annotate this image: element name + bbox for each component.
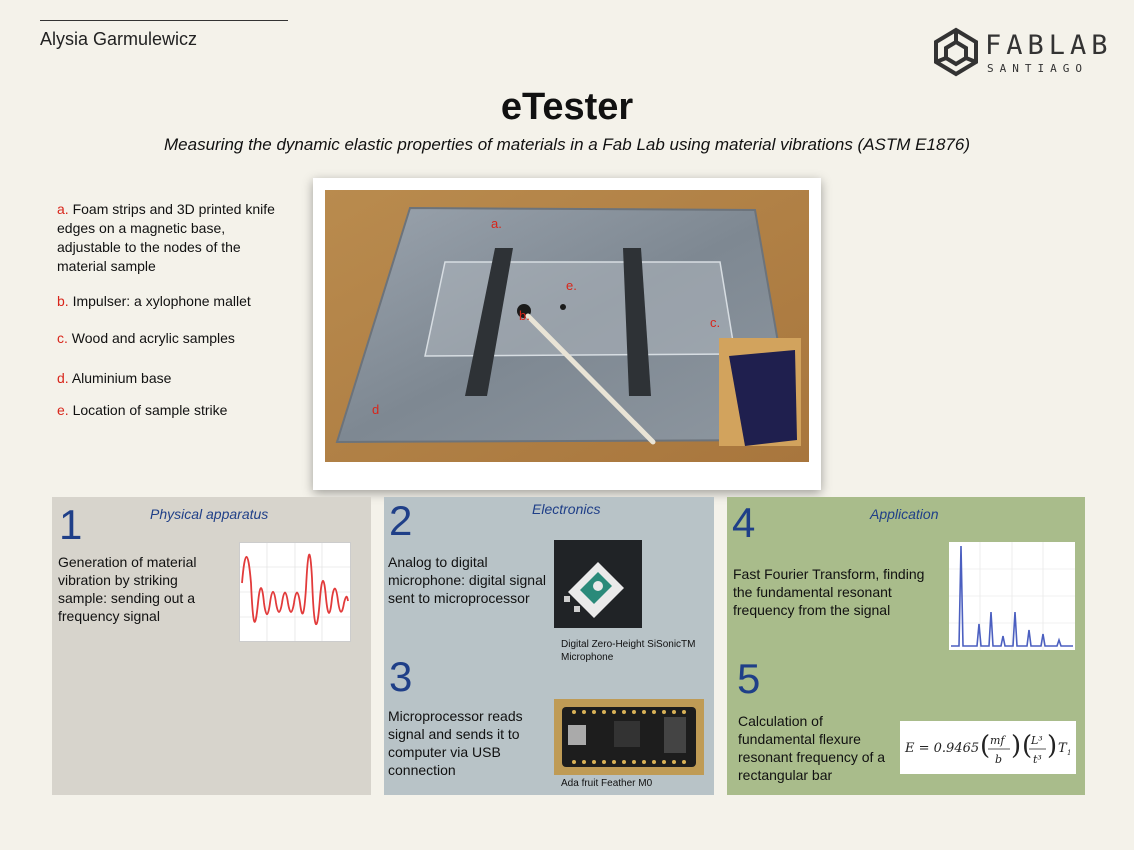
photo-label-b: b. [519, 308, 530, 323]
feather-caption: Ada fruit Feather M0 [561, 778, 653, 789]
legend-item-e [57, 401, 282, 420]
legend-text: Aluminium base [71, 370, 172, 386]
svg-text:(: ( [1022, 731, 1033, 761]
svg-text:(: ( [980, 731, 991, 761]
author-name: Alysia Garmulewicz [40, 29, 198, 49]
step-5-text: Calculation of fundamental flexure resonant frequency of a rectangular bar [738, 713, 886, 783]
panel-electronics [384, 497, 714, 795]
photo-label-d: d [372, 402, 380, 417]
apparatus-photo [325, 190, 809, 462]
panel-physical-apparatus [52, 497, 371, 795]
header-rule [40, 20, 288, 21]
panel-title-electronics: Electronics [532, 501, 601, 517]
step-number-2: 2 [389, 497, 413, 544]
step-number-3: 3 [389, 653, 413, 700]
step-3-text: Microprocessor reads signal and sends it to computer via USB connection [388, 708, 523, 778]
svg-text:E = 0.9465: E = 0.9465 [905, 741, 980, 756]
microphone-caption: Digital Zero-Height SiSonicTM Microphone [561, 639, 696, 663]
apparatus-photo-frame [313, 178, 821, 490]
step-number-1: 1 [59, 501, 83, 548]
step-1-text: Generation of material vibration by striking sample: sending out a frequency signal [58, 554, 197, 624]
legend-item-a [57, 200, 282, 276]
legend-text: Foam strips and 3D printed knife edges on a magnetic base, adjustable to the nodes of the material sample [57, 201, 275, 274]
fablab-cube-logo-icon [930, 22, 982, 82]
legend-key: c. [57, 330, 68, 346]
svg-text:): ) [1011, 731, 1022, 761]
legend-key: b. [57, 293, 69, 309]
svg-text:): ) [1047, 731, 1058, 761]
legend-item-c [57, 329, 282, 348]
step-number-5: 5 [737, 655, 761, 702]
legend-text: Impulser: a xylophone mallet [72, 293, 251, 309]
step-2-text: Analog to digital microphone: digital signal sent to microprocessor [388, 554, 546, 606]
page-title: eTester [500, 86, 634, 128]
flexure-equation [900, 721, 1076, 774]
microphone-photo [554, 540, 642, 628]
svg-text:L³: L³ [1031, 734, 1043, 747]
svg-text:1: 1 [1067, 749, 1072, 757]
legend-key: e. [57, 402, 69, 418]
photo-label-e: e. [566, 278, 577, 293]
signal-wave-plot [239, 542, 351, 642]
svg-text:mf: mf [990, 734, 1005, 747]
fablab-logo [930, 22, 1113, 84]
svg-text:b: b [995, 753, 1003, 766]
page-subtitle: Measuring the dynamic elastic properties of materials in a Fab Lab using material vibrations (ASTM E1876) [164, 135, 970, 154]
logo-subtext: SANTIAGO [987, 62, 1088, 75]
svg-text:t³: t³ [1033, 753, 1042, 766]
legend-text: Location of sample strike [72, 402, 228, 418]
legend-key: d. [57, 370, 69, 386]
fft-spectrum-plot [949, 542, 1075, 650]
panel-title-physical: Physical apparatus [150, 506, 269, 522]
logo-text: FABLAB [985, 30, 1113, 61]
panel-application [727, 497, 1085, 795]
legend-key: a. [57, 201, 69, 217]
panel-title-application: Application [870, 506, 939, 522]
legend-item-b [57, 292, 282, 311]
photo-label-a: a. [491, 216, 502, 231]
svg-text:T: T [1058, 741, 1067, 756]
feather-board-photo [554, 699, 704, 775]
legend-item-d [57, 369, 282, 388]
photo-label-c: c. [710, 315, 721, 330]
step-4-text: Fast Fourier Transform, finding the fundamental resonant frequency from the signal [733, 566, 925, 618]
legend-text: Wood and acrylic samples [71, 330, 235, 346]
step-number-4: 4 [732, 499, 756, 546]
